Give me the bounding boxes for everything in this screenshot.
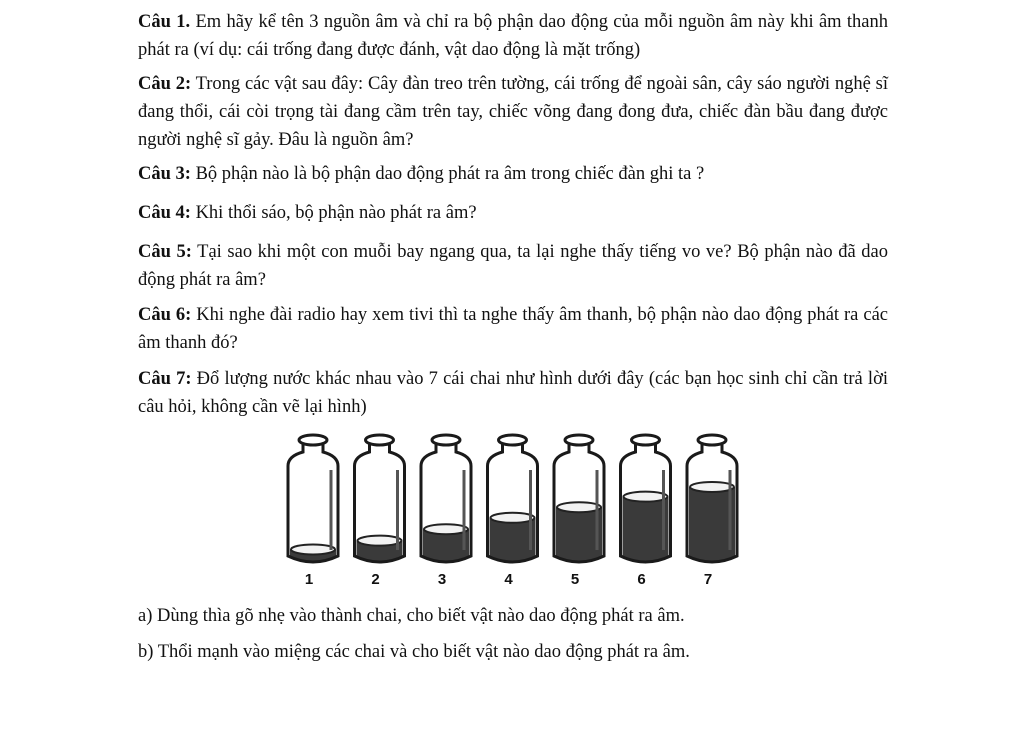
water-surface <box>424 524 468 534</box>
water-surface <box>557 502 601 512</box>
question-2 <box>138 70 888 154</box>
bottle-label: 5 <box>570 571 580 588</box>
question-5-text: Tại sao khi một con muỗi bay ngang qua, ta lại nghe thấy tiếng vo ve? Bộ phận nào đã dao động phát ra âm? <box>138 242 888 290</box>
water-fill <box>556 507 602 561</box>
bottles-figure <box>280 428 750 594</box>
bottle-1 <box>288 435 338 588</box>
bottle-label: 1 <box>304 571 314 588</box>
question-1-label: Câu 1. <box>138 12 191 32</box>
sub-question-a: a) Dùng thìa gõ nhẹ vào thành chai, cho biết vật nào dao động phát ra âm. <box>138 606 685 626</box>
bottles-illustration <box>280 428 750 594</box>
bottle-6 <box>621 435 671 588</box>
water-fill <box>490 518 536 561</box>
bottle-7 <box>687 435 737 588</box>
question-5-label: Câu 5: <box>138 242 192 262</box>
bottle-5 <box>554 435 604 588</box>
question-4-label: Câu 4: <box>138 203 191 223</box>
water-fill <box>623 497 669 561</box>
question-6-text: Khi nghe đài radio hay xem tivi thì ta nghe thấy âm thanh, bộ phận nào dao động phát ra các âm thanh đó? <box>138 305 888 353</box>
bottle-mouth <box>698 435 726 445</box>
question-5 <box>138 238 888 294</box>
bottle-mouth <box>499 435 527 445</box>
question-3-label: Câu 3: <box>138 164 191 184</box>
bottle-mouth <box>432 435 460 445</box>
bottle-4 <box>488 435 538 588</box>
bottle-mouth <box>366 435 394 445</box>
question-6-label: Câu 6: <box>138 305 192 325</box>
question-4 <box>138 199 888 227</box>
bottle-mouth <box>632 435 660 445</box>
question-1-text: Em hãy kể tên 3 nguồn âm và chỉ ra bộ phận dao động của mỗi nguồn âm này khi âm thanh phát ra (ví dụ: cái trống đang được đánh, vật dao động là mặt trống) <box>138 12 888 60</box>
bottle-mouth <box>299 435 327 445</box>
question-2-label: Câu 2: <box>138 74 192 94</box>
question-7 <box>138 365 888 421</box>
question-7-text: Đổ lượng nước khác nhau vào 7 cái chai như hình dưới đây (các bạn học sinh chỉ cần trả lời câu hỏi, không cần vẽ lại hình) <box>138 369 888 417</box>
bottle-2 <box>355 435 405 588</box>
water-surface <box>491 513 535 523</box>
question-6 <box>138 301 888 357</box>
question-2-text: Trong các vật sau đây: Cây đàn treo trên tường, cái trống để ngoài sân, cây sáo người nghệ sĩ đang thổi, cái còi trọng tài đang cầm trên tay, chiếc võng đang đong đưa, chiếc đàn bầu đang được người nghệ sĩ gảy. Đâu là nguồn âm? <box>138 74 888 150</box>
question-3-text: Bộ phận nào là bộ phận dao động phát ra âm trong chiếc đàn ghi ta ? <box>190 164 705 184</box>
question-4-text: Khi thổi sáo, bộ phận nào phát ra âm? <box>190 203 477 223</box>
question-1 <box>138 8 888 64</box>
water-surface <box>690 482 734 492</box>
bottle-label: 3 <box>437 571 447 588</box>
bottle-label: 4 <box>504 571 513 588</box>
question-3 <box>138 160 888 188</box>
water-fill <box>689 487 735 561</box>
bottle-label: 6 <box>637 571 646 588</box>
bottle-mouth <box>565 435 593 445</box>
water-surface <box>358 536 402 546</box>
sub-question-b: b) Thổi mạnh vào miệng các chai và cho biết vật nào dao động phát ra âm. <box>138 642 690 662</box>
water-surface <box>291 544 335 554</box>
bottle-3 <box>421 435 471 588</box>
water-surface <box>624 492 668 502</box>
bottle-label: 7 <box>703 571 713 588</box>
question-7-label: Câu 7: <box>138 369 192 389</box>
bottle-label: 2 <box>371 571 380 588</box>
